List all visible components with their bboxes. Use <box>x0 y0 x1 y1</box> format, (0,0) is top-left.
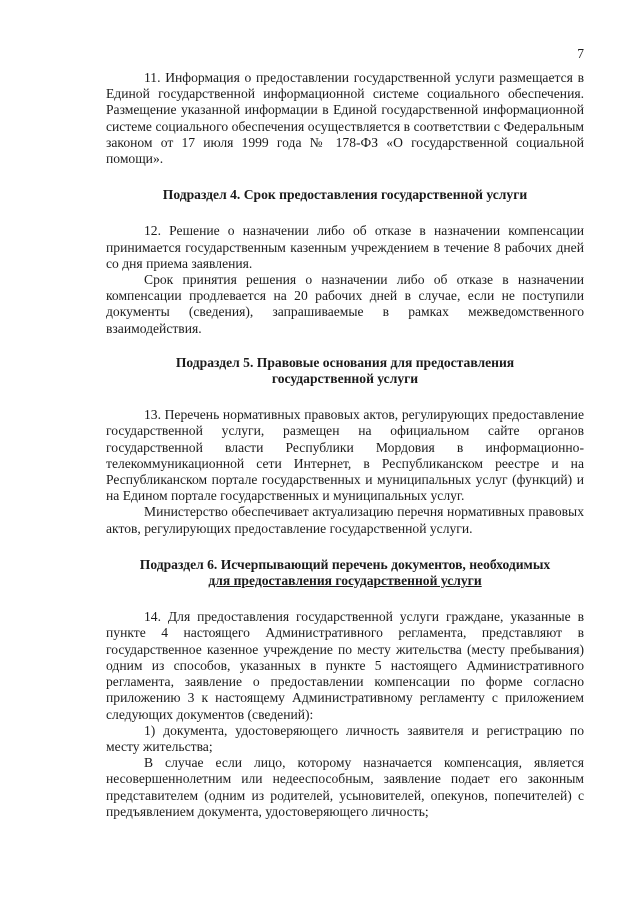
subsection-6-heading <box>106 557 584 589</box>
subsection-5-heading-line1: Подраздел 5. Правовые основания для предоставления <box>175 354 515 370</box>
paragraph-14-representative: В случае если лицо, которому назначается компенсация, является несовершеннолетним или недееспособным, заявление подает его законным представителем (одним из родителей, усыновителей, опекунов, попечителей) с предъявлением документа, удостоверяющего личность; <box>106 755 584 819</box>
paragraph-14: 14. Для предоставления государственной услуги граждане, указанные в пункте 4 настоящего Административного регламента, представляют в государственное казенное учреждение по месту жительства (месту пребывания) одним из способов, указанных в пункте 5 настоящего Административного регламента, заявление о предоставлении компенсации по форме согласно приложению 3 к настоящему Административному регламенту с приложением следующих документов (сведений): <box>106 609 584 722</box>
paragraph-13-ministry: Министерство обеспечивает актуализацию перечня нормативных правовых актов, регулирующих предоставление государственной услуги. <box>106 504 584 536</box>
document-body <box>106 70 584 820</box>
paragraph-12-extension: Срок принятия решения о назначении либо об отказе в назначении компенсации продлевается на 20 рабочих дней в случае, если не поступили документы (сведения), запрашиваемые в рамках межведомственного взаимодействия. <box>106 272 584 336</box>
subsection-6-heading-line2: для предоставления государственной услуги <box>208 573 482 589</box>
page-number: 7 <box>577 46 584 61</box>
paragraph-12: 12. Решение о назначении либо об отказе в назначении компенсации принимается государственным казенным учреждением в течение 8 рабочих дней со дня приема заявления. <box>106 223 584 271</box>
paragraph-11: 11. Информация о предоставлении государственной услуги размещается в Единой государственной информационной системе социального обеспечения. Размещение указанной информации в Единой государственной информационной системе социального обеспечения осуществляется в соответствии с Федеральным законом от 17 июля 1999 года № 178-ФЗ «О государственной социальной помощи». <box>106 70 584 167</box>
subsection-5-heading-line2: государственной услуги <box>271 371 419 387</box>
subsection-4-heading: Подраздел 4. Срок предоставления государственной услуги <box>162 187 528 203</box>
subsection-5-heading <box>106 355 584 387</box>
subsection-6-heading-line1: Подраздел 6. Исчерпывающий перечень документов, необходимых <box>139 556 551 572</box>
paragraph-13: 13. Перечень нормативных правовых актов, регулирующих предоставление государственной услуги, размещен на официальном сайте органов государственной власти Республики Мордовия в информационно-телекоммуникационной сети Интернет, в Республиканском реестре и на Республиканском портале государственных и муниципальных услуг (функций) и на Едином портале государственных и муниципальных услуг. <box>106 407 584 504</box>
paragraph-14-item-1: 1) документа, удостоверяющего личность заявителя и регистрацию по месту жительства; <box>106 722 584 754</box>
